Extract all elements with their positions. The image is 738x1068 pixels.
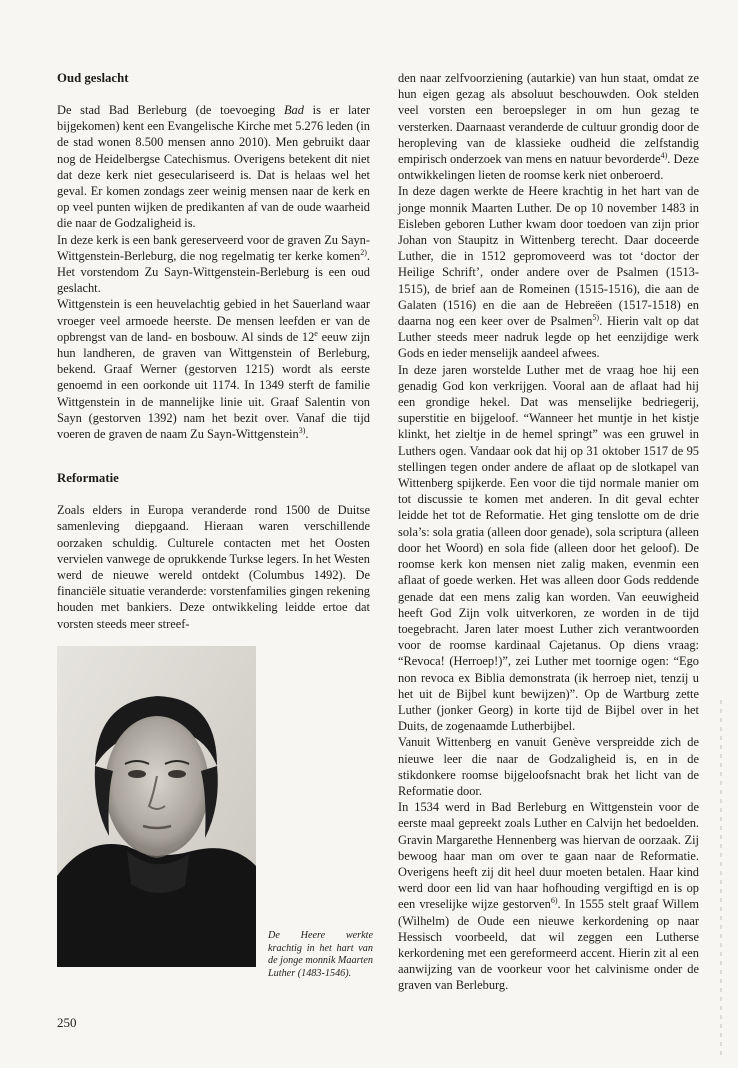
portrait-caption: De Heere werkte krachtig in het hart van de jonge monnik Maarten Luther (1483-1546). [268, 930, 373, 979]
text-run: In deze kerk is een bank gereserveerd voor de graven Zu Sayn-Wittgenstein-Berleburg, die nog regelmatig ter kerke komen [57, 232, 370, 263]
footnote-ref-3: 3) [298, 426, 306, 436]
emphasis-bad: Bad [283, 103, 304, 117]
left-column [57, 70, 370, 632]
text-run: . [305, 427, 309, 442]
text-run: In deze dagen werkte de Heere krachtig in het hart van de jonge monnik Maarten Luther. De op 10 november 1483 in Eisleben geboren Luther kwam door toedoen van zijn prior Johan von Staupitz in Wittenberg terecht. Daar doceerde Luther, die in 1512 gepromoveerd was tot ‘doctor der Heilige Schrift’, onder andere over de Psalmen (1513-1515), de brief aan de Romeinen (1515-1516), die aan de Galaten (1516) en die aan de Hebreëen (1517-1518) en daarna nog een keer over de Psalmen [398, 184, 699, 329]
footnote-ref-6: 6) [550, 896, 558, 906]
text-run: Wittgenstein is een heuvelachtig gebied in het Sauerland waar vroeger veel armoede heerste. De mensen leefden er van de opbrengst van de land- en bosbouw. Al sinds de 12 [57, 297, 370, 344]
text-run: . Het vorstendom Zu Sayn-Wittgenstein-Berleburg is een oud geslacht. [57, 248, 370, 296]
paragraph-samenleving: Zoals elders in Europa veranderde rond 1500 de Duitse samenleving diepgaand. Hieraan waren verschillende oorzaken schuldig. Culturele contacten met het Oosten vervielen vanwege de oprukkende Turkse legers. In het Westen werd de nieuwe wereld ontdekt (Columbus 1492). De financiële situatie veranderde: vorstenfamilies gingen rekening houden met bankiers. Deze ontwikkeling leidde ertoe dat vorsten steeds meer streef- [57, 503, 370, 631]
paragraph-maarten-luther [398, 183, 699, 361]
scan-edge-mark [720, 700, 722, 1060]
text-run: In 1534 werd in Bad Berleburg en Wittgenstein voor de eerste maal gepreekt zoals Luther en Calvijn het bedoelden. Gravin Margarethe Hennenberg was hiervan de oorzaak. Zij bewoog haar man om over te gaan naar de Reformatie. Overigens heeft zij dit heel duur moeten betalen. Haar kind werd door een lid van haar hofhouding vergiftigd en is op een vreselijke wijze gestorven [398, 800, 699, 912]
portrait-drawing [57, 646, 256, 967]
text-run: . Deze ontwikkelingen lieten de roomse kerk niet onberoerd. [398, 152, 699, 183]
page-number: 250 [57, 1015, 77, 1030]
text-run: De stad Bad Berleburg (de toevoeging [57, 103, 284, 117]
luther-portrait [57, 646, 256, 967]
text-run: . In 1555 stelt graaf Willem (Wilhelm) de Oude een nieuwe kerkordening op naar Hessisch voorbeeld, dat wil zeggen een Lutherse kerkordening met een gereformeerd accent. Hierin zit al een aanwijzing van de voorkeur voor het calvinisme onder de graven van Berleburg. [398, 897, 699, 993]
text-run: eeuw zijn hun landheren, de graven van Wittgenstein of Berleburg, bekend. Graaf Werner (gestorven 1215) wordt als eerste genoemd in een oorkonde uit 1174. In 1349 sterft de familie Wittgenstein in de mannelijke linie uit. Graaf Salentin von Sayn (gestorven 1392) nam het bezit over. Vanaf die tijd voeren de graven de naam Zu Sayn-Wittgenstein [57, 329, 370, 442]
text-run: . Hierin valt op dat Luther steeds meer nadruk legde op het eenzijdige werk Gods en ieder menselijk aandeel afwees. [398, 314, 699, 361]
paragraph-wittenberg-geneve: Vanuit Wittenberg en vanuit Genève verspreidde zich de nieuwe leer die naar de Godzaligheid is, en in de stikdonkere roomse bijgeloofsnacht brak het licht van de Reformatie door. [398, 735, 699, 798]
footnote-ref-4: 4) [660, 151, 668, 161]
paragraph-worstelde: In deze jaren worstelde Luther met de vraag hoe hij een genadig God kon verkrijgen. Vooral aan de aflaat had hij een grondige hekel. Dat was menselijke bedriegerij, superstitie en bijgeloof. “Wanneer het muntje in het kistje klinkt, het zieltje in de hemel springt” was een gruwel in Luthers ogen. Vandaar ook dat hij op 31 oktober 1517 de 95 stellingen tegen onder andere de aflaat op de slotkapel van Wittenberg spijkerde. Een voor die tijd normale manier om tot discussie te komen met anderen. In dit geval echter leidde het tot de Reformatie. Het ging tenslotte om de drie sola’s: sola gratia (alleen door genade), sola scriptura (alleen door het Woord) en sola fide (alleen door het geloof). De roomse kerk kon mensen niet zalig maken, evenmin een aflaat of goede werken. Het was alleen door Gods reddende genade dat een mens zalig kan worden. Van eeuwigheid heeft God Zijn volk uitverkoren, ze worden in de tijd toegebracht. Jaren later moest Luther zich verantwoorden voor de roomse kardinaal Cajetanus. Op diens vraag: “Revoca! (Herroep!)”, zei Luther met toornige ogen: “Ego non revoca ex Biblia demonstrata (ik herroep niet, tenzij u het uit de Bijbel kunt bewijzen)”. Op de Wartburg zette Luther (jonker Georg) in korte tijd de Bijbel over in het Duits, de zogenaamde Lutherbijbel. [398, 362, 699, 734]
text-run: is er later bijgekomen) kent een Evangelische Kirche met 5.276 leden (in de stad wonen 8.500 mensen anno 2010). Men gebruikt daar nog de Heidelbergse Catechismus. Overigens betekent dit niet dat deze kerk niet geseculariseerd is. Dat is helaas wel het geval. Er komen zondags zeer weinig mensen naar de kerk en op veel punten wijken de predikanten af van de oude waarheid die naar de Godzaligheid is. [57, 103, 370, 231]
text-run: den naar zelfvoorziening (autarkie) van hun staat, omdat ze hun eigen gezag als absoluut beschouwden. Ook stelden veel vorsten een beroepsleger in om hun gezag te versterken. Daarnaast veranderde de cultuur grondig door de heropleving van de klassieke oudheid die zelfstandig empirisch onderzoek van mens en natuur bevorderde [398, 71, 699, 167]
right-column [398, 70, 699, 994]
footnote-ref-2: 2) [360, 247, 367, 257]
heading-reformatie: Reformatie [57, 471, 119, 486]
heading-oud-geslacht: Oud geslacht [57, 71, 129, 85]
paragraph-bank-gereserveerd [57, 232, 370, 297]
paragraph-bad-berleburg [57, 102, 370, 232]
paragraph-zelfvoorziening [398, 70, 699, 183]
paragraph-1534 [398, 799, 699, 993]
footnote-ref-5: 5) [592, 313, 600, 323]
paragraph-wittgenstein [57, 296, 370, 442]
superscript-e: e [314, 328, 318, 338]
